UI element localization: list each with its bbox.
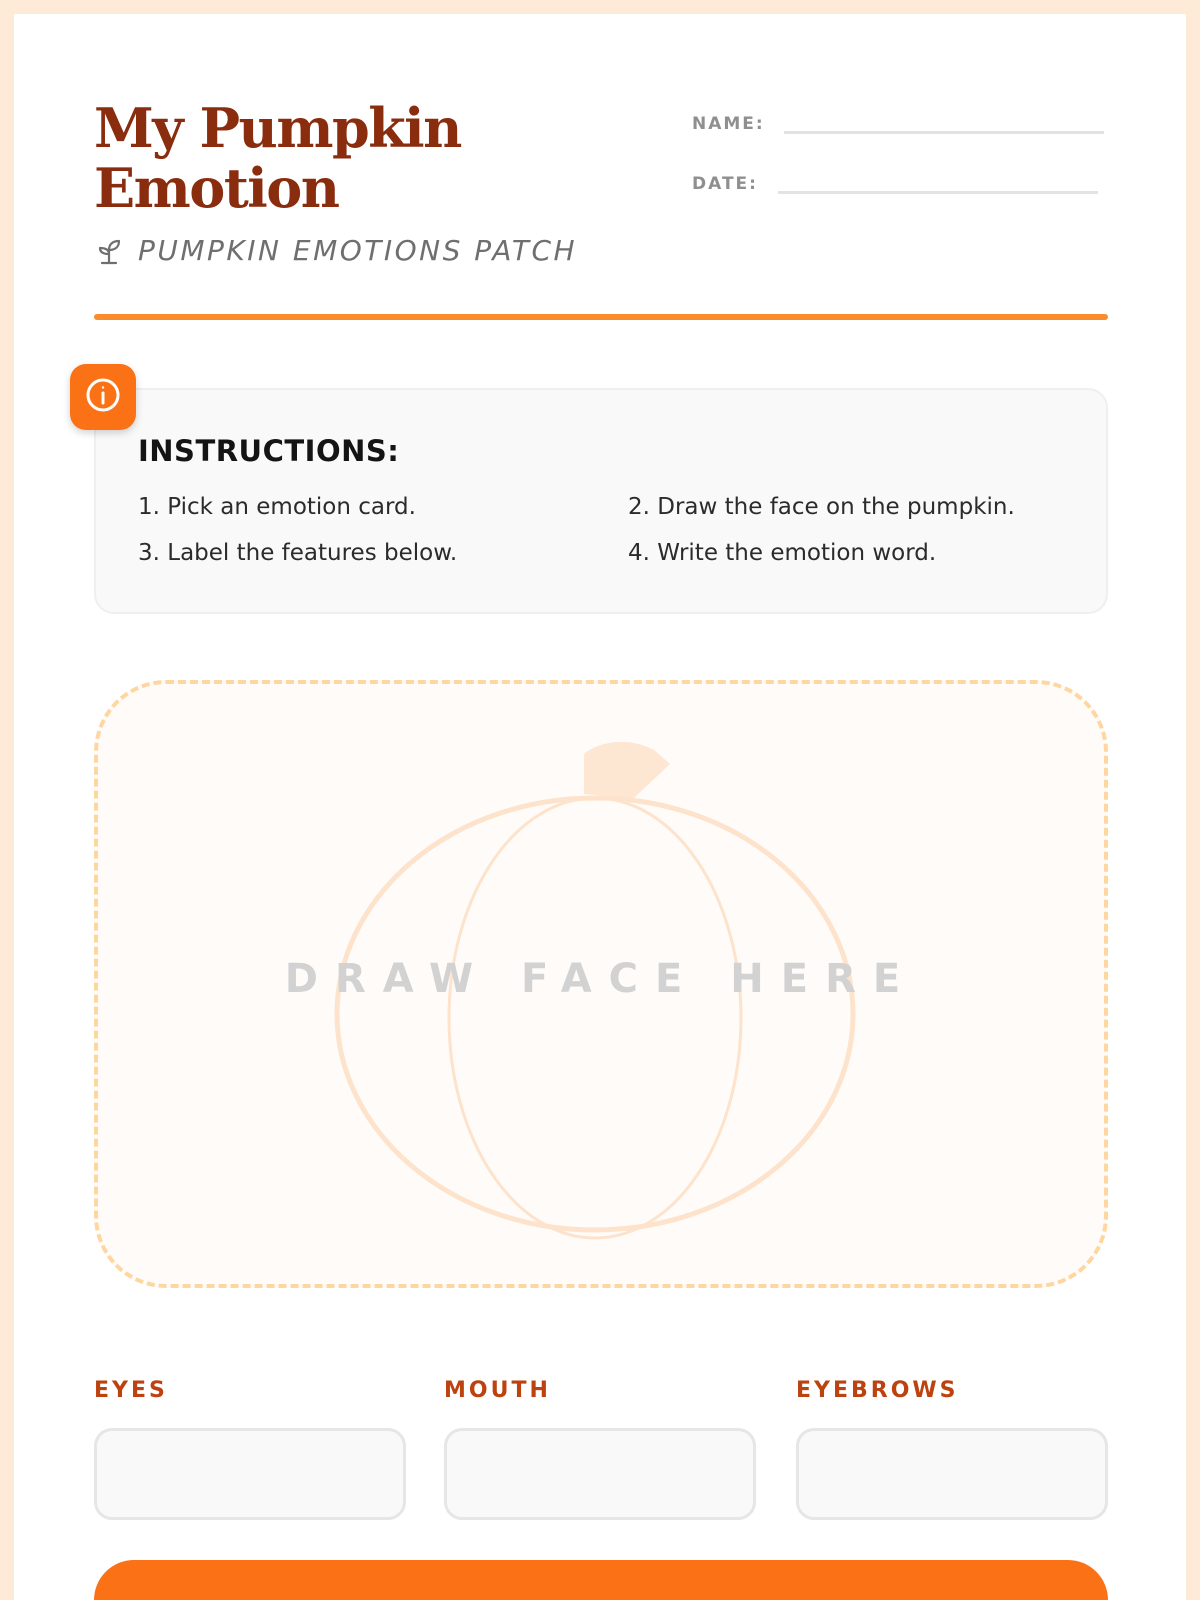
subtitle-text: PUMPKIN EMOTIONS PATCH (138, 234, 578, 267)
instruction-step: 4. Write the emotion word. (628, 540, 937, 566)
instruction-step: 2. Draw the face on the pumpkin. (628, 494, 1015, 520)
page-title: My Pumpkin Emotion (94, 96, 461, 220)
instruction-step: 1. Pick an emotion card. (138, 494, 416, 520)
date-input-line[interactable] (778, 176, 1098, 194)
name-field (692, 114, 1104, 134)
feature-eyebrows (796, 1378, 1108, 1520)
date-field (692, 174, 1098, 194)
feature-label-eyes: EYES (94, 1378, 168, 1403)
instructions-title: INSTRUCTIONS: (138, 434, 400, 468)
feature-label-eyebrows: EYEBROWS (796, 1378, 959, 1403)
eyes-input[interactable] (94, 1428, 406, 1520)
instruction-step: 3. Label the features below. (138, 540, 458, 566)
name-label: NAME: (692, 114, 765, 134)
info-icon (84, 376, 122, 418)
instructions-box (94, 388, 1108, 614)
header-divider (94, 314, 1108, 320)
drawing-area[interactable] (94, 680, 1108, 1288)
name-input-line[interactable] (784, 116, 1104, 134)
feature-label-mouth: MOUTH (444, 1378, 551, 1403)
info-badge (70, 364, 136, 430)
mouth-input[interactable] (444, 1428, 756, 1520)
date-label: DATE: (692, 174, 758, 194)
feature-mouth (444, 1378, 756, 1520)
eyebrows-input[interactable] (796, 1428, 1108, 1520)
feature-eyes (94, 1378, 406, 1520)
draw-face-hint: DRAW FACE HERE (284, 956, 918, 1002)
subtitle (94, 234, 577, 267)
sprout-icon (94, 236, 124, 266)
worksheet (14, 14, 1186, 1600)
emotion-word-bar[interactable] (94, 1560, 1108, 1600)
